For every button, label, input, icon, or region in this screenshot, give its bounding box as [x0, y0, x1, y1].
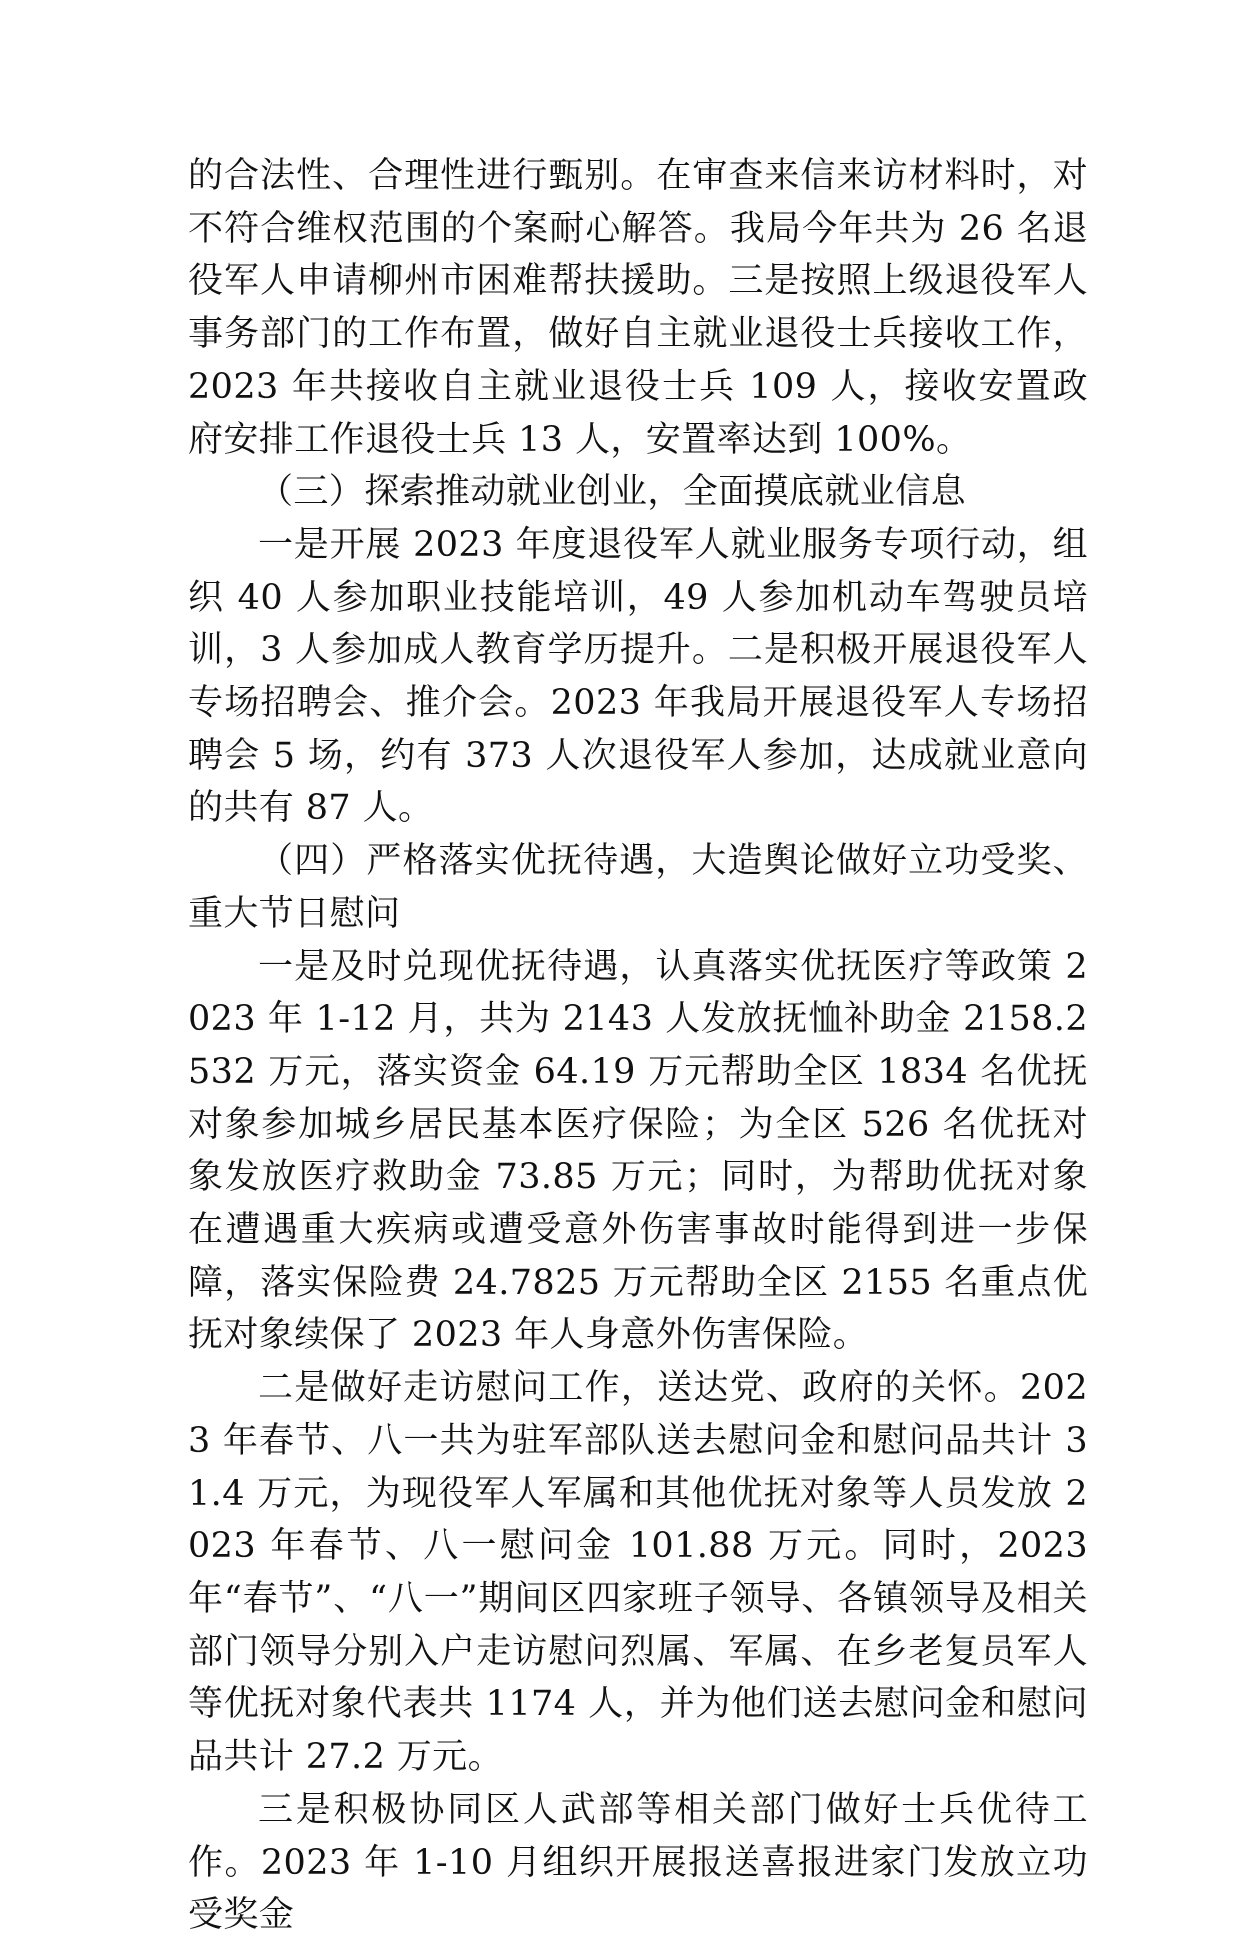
paragraph-pension-subsidies: 一是及时兑现优抚待遇，认真落实优抚医疗等政策 2023 年 1-12 月，共为 2143 人发放抚恤补助金 2158.2532 万元，落实资金 64.19 万元帮助全区 1834 名优抚对象参加城乡居民基本医疗保险；为全区 526 名优抚对象发放医疗救助金 73.85 万元；同时，为帮助优抚对象在遭遇重大疾病或遭受意外伤害事故时能得到进一步保障，落实保险费 24.7825 万元帮助全区 2155 名重点优抚对象续保了 2023 年人身意外伤害保险。 [188, 946, 1088, 1356]
paragraph-employment-services: 一是开展 2023 年度退役军人就业服务专项行动，组织 40 人参加职业技能培训，49 人参加机动车驾驶员培训，3 人参加成人教育学历提升。二是积极开展退役军人专场招聘会、推介会。2023 年我局开展退役军人专场招聘会 5 场，约有 373 人次退役军人参加，达成就业意向的共有 87 人。 [188, 524, 1088, 829]
paragraph-soldier-preferential-treatment: 三是积极协同区人武部等相关部门做好士兵优待工作。2023 年 1-10 月组织开展报送喜报进家门发放立功受奖金 [188, 1789, 1088, 1936]
paragraph-visits-condolences: 二是做好走访慰问工作，送达党、政府的关怀。2023 年春节、八一共为驻军部队送去慰问金和慰问品共计 31.4 万元，为现役军人军属和其他优抚对象等人员发放 2023 年春节、八一慰问金 101.88 万元。同时，2023 年“春节”、“八一”期间区四家班子领导、各镇领导及相关部门领导分别入户走访慰问烈属、军属、在乡老复员军人等优抚对象代表共 1174 人，并为他们送去慰问金和慰问品共计 27.2 万元。 [188, 1368, 1088, 1778]
document-page [188, 150, 1088, 1942]
section-heading-preferential-treatment: （四）严格落实优抚待遇，大造舆论做好立功受奖、重大节日慰问 [188, 841, 1088, 934]
section-heading-employment: （三）探索推动就业创业，全面摸底就业信息 [258, 472, 967, 513]
paragraph-continuation-rights-protection: 的合法性、合理性进行甄别。在审查来信来访材料时，对不符合维权范围的个案耐心解答。我局今年共为 26 名退役军人申请柳州市困难帮扶援助。三是按照上级退役军人事务部门的工作布置，做好自主就业退役士兵接收工作，2023 年共接收自主就业退役士兵 109 人，接收安置政府安排工作退役士兵 13 人，安置率达到 100%。 [188, 156, 1088, 460]
